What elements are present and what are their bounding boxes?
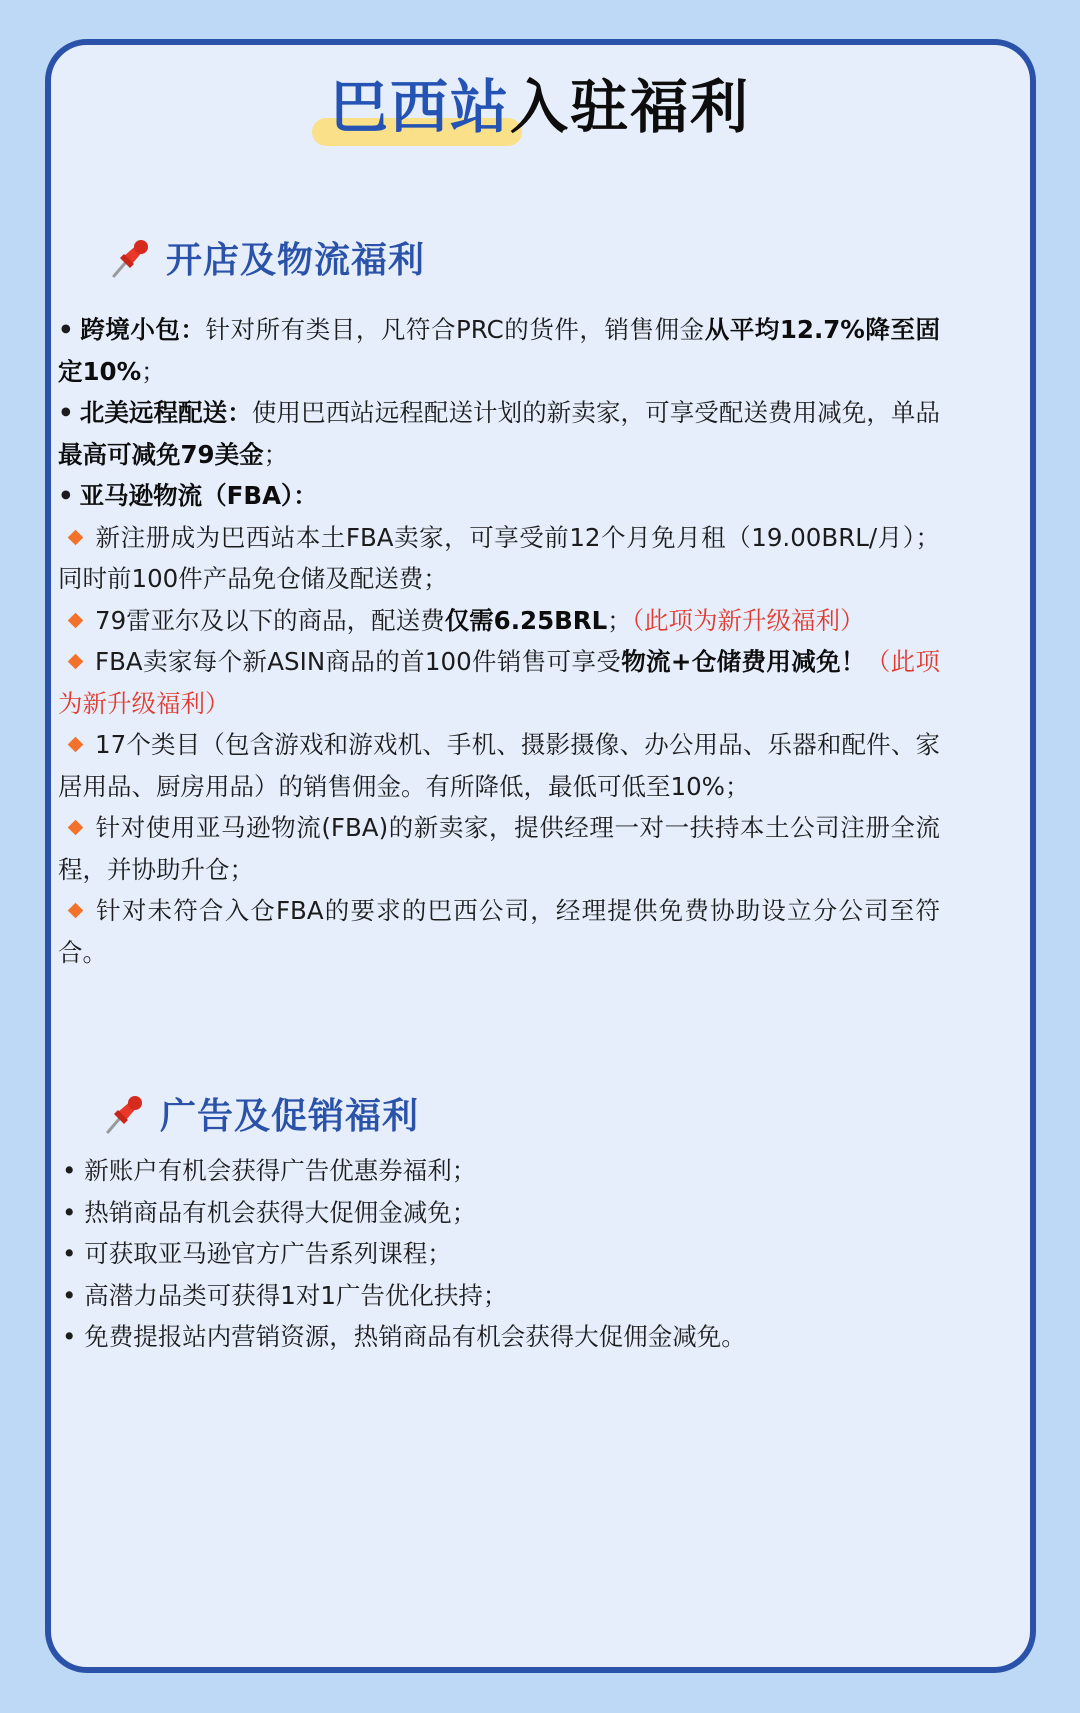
list-item: • 跨境小包：针对所有类目，凡符合PRC的货件，销售佣金从平均12.7%降至固定10%； <box>58 315 941 386</box>
fba-item: FBA卖家每个新ASIN商品的首100件销售可享受物流+仓储费用减免！（此项为新升级福利） <box>58 647 941 718</box>
section-heading-text: 广告及促销福利 <box>160 1096 420 1137</box>
list-item: • 高潜力品类可获得1对1广告优化扶持； <box>62 1280 508 1310</box>
diamond-bullet-icon <box>68 612 84 628</box>
section2-list <box>62 1150 942 1358</box>
list-item: • 新账户有机会获得广告优惠券福利； <box>62 1156 477 1185</box>
fba-item: 新注册成为巴西站本土FBA卖家，可享受前12个月免月租（19.00BRL/月）；同时前100件产品免仓储及配送费； <box>58 522 940 593</box>
list-item: • 热销商品有机会获得大促佣金减免； <box>62 1197 477 1227</box>
list-item: • 免费提报站内营销资源，热销商品有机会获得大促佣金减免。 <box>62 1322 746 1351</box>
new-upgrade-tag: （此项为新升级福利） <box>58 647 941 718</box>
fba-item: 17个类目（包含游戏和游戏机、手机、摄影摄像、办公用品、乐器和配件、家居用品、厨房用品）的销售佣金。有所降低，最低可低至10%； <box>58 730 940 801</box>
fba-item: 针对使用亚马逊物流(FBA)的新卖家，提供经理一对一扶持本土公司注册全流程，并协助升仓； <box>58 813 940 884</box>
title-highlight-text: 巴西站 <box>329 73 510 141</box>
fba-item: 针对未符合入仓FBA的要求的巴西公司，经理提供免费协助设立分公司至符合。 <box>58 896 940 967</box>
diamond-bullet-icon <box>68 820 84 836</box>
section-heading-store-logistics <box>108 232 425 283</box>
diamond-bullet-icon <box>68 654 84 670</box>
pushpin-icon <box>102 1092 146 1136</box>
title-rest-text: 入驻福利 <box>510 73 751 141</box>
section1-body <box>58 309 940 973</box>
section-heading-ads-promo <box>102 1088 419 1139</box>
diamond-bullet-icon <box>68 529 84 545</box>
fba-item: 79雷亚尔及以下的商品，配送费仅需6.25BRL；（此项为新升级福利） <box>58 600 940 642</box>
diamond-bullet-icon <box>68 903 84 919</box>
section-heading-text: 开店及物流福利 <box>166 240 426 281</box>
list-item: • 可获取亚马逊官方广告系列课程； <box>62 1239 452 1268</box>
new-upgrade-tag: （此项为新升级福利） <box>631 605 865 635</box>
diamond-bullet-icon <box>68 737 84 753</box>
page-title <box>0 62 1080 152</box>
pushpin-icon <box>108 236 152 280</box>
list-item: • 亚马逊物流（FBA）： <box>58 481 318 510</box>
list-item: • 北美远程配送：使用巴西站远程配送计划的新卖家，可享受配送费用减免，单品最高可减免79美金； <box>58 398 941 469</box>
